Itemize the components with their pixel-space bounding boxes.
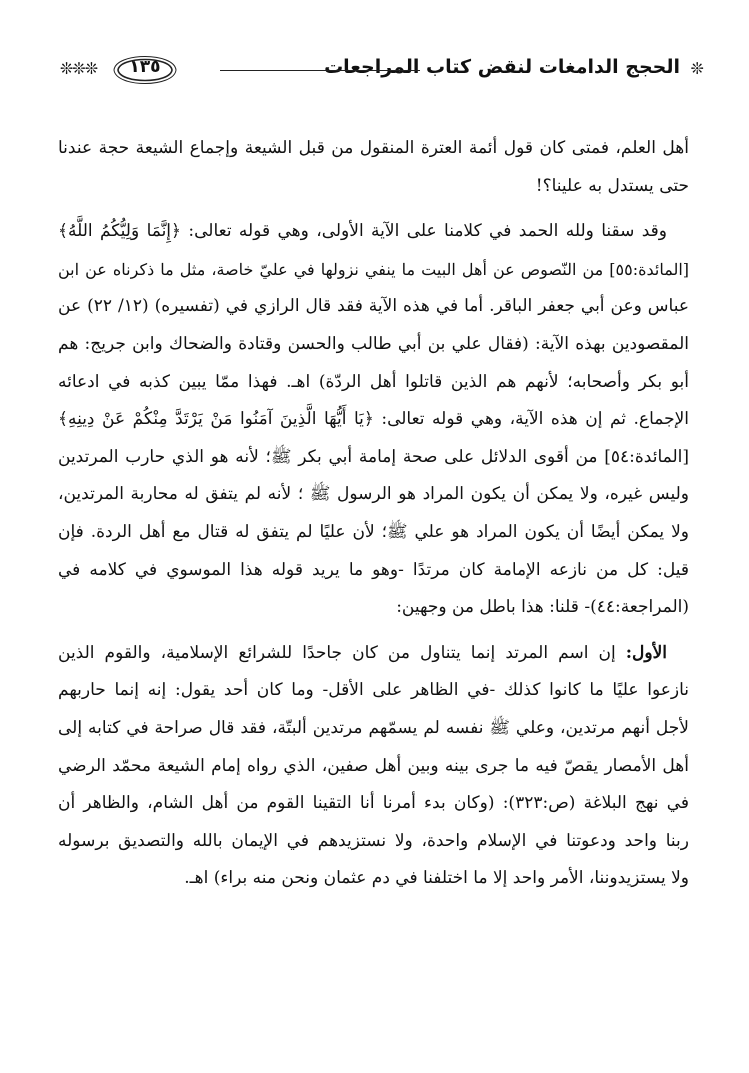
text-line: ولا يستزيدوننا، الأمر واحد إلا ما اختلفنا في دم عثمان ونحن منه براء) اهـ. xyxy=(184,868,689,889)
text-line: حتى يستدل به علينا؟! xyxy=(535,175,689,196)
running-header xyxy=(60,46,704,98)
text-line: عباس وعن أبي جعفر الباقر. أما في هذه الآية فقد قال الرازي في (تفسيره) (١٢/ ٢٢) عن xyxy=(58,296,689,317)
text-line: في نهج البلاغة (ص:٣٢٣): (وكان بدء أمرنا أنا التقينا القوم من أهل الشام، والظاهر أن xyxy=(58,793,689,814)
paragraph-2 xyxy=(58,213,689,627)
text-line: (المراجعة:٤٤)- قلنا: هذا باطل من وجهين: xyxy=(396,597,689,618)
page-number: ١٣٥ xyxy=(129,57,161,77)
header-rule xyxy=(220,70,420,71)
text-line: ولا يمكن أيضًا أن يكون المراد هو علي ﷺ؛ لأن عليًا لم يتفق له قتال مع أهل الردة. فإن xyxy=(58,521,689,542)
body-text xyxy=(58,130,689,906)
header-ornament-right: ❊ xyxy=(690,59,704,78)
text-line: لأجل أنهم مرتدين، وعلي ﷺ نفسه لم يسمّهم مرتدين ألبتّة، فقد قال صراحة في كتابه إلى xyxy=(58,717,689,738)
text-line xyxy=(58,635,689,673)
point-lead: الأول: xyxy=(625,642,668,663)
text-line: نازعوا عليًا ما كانوا كذلك -في الظاهر على الأقل- وما كان أحد يقول: إنه إنما حاربهم xyxy=(58,680,689,701)
text-line-content: إن اسم المرتد إنما يتناول من كان جاحدًا للشرائع الإسلامية، والقوم الذين xyxy=(58,642,616,663)
text-line: المقصودين بهذه الآية: (فقال علي بن أبي طالب والحسن وقتادة والضحاك وابن جريج: هم xyxy=(58,333,689,354)
text-line: [المائدة:٥٤] من أقوى الدلائل على صحة إمامة أبي بكر ﷺ؛ لأنه هو الذي حارب المرتدين xyxy=(58,446,689,467)
text-line: [المائدة:٥٥] من النّصوص عن أهل البيت ما ينفي نزولها في عليّ خاصة، مثل ما ذكرناه عن ابن xyxy=(58,259,689,279)
paragraph-1 xyxy=(58,130,689,205)
text-line: أبو بكر وأصحابه؛ لأنهم هم الذين قاتلوا أهل الردّة) اهـ. فهذا ممّا يبين كذبه في ادعائه xyxy=(58,371,689,392)
running-title: الحجج الدامغات لنقض كتاب المراجعات xyxy=(324,56,680,78)
paragraph-3 xyxy=(58,635,689,898)
text-line: الإجماع. ثم إن هذه الآية، وهي قوله تعالى: ﴿يَا أَيُّهَا الَّذِينَ آمَنُوا مَنْ يَرْتَدَّ مِنْكُمْ عَنْ دِينِهِ﴾ xyxy=(58,409,689,430)
header-ornament-left: ❊❊❊ xyxy=(60,59,98,78)
text-line: وقد سقنا ولله الحمد في كلامنا على الآية الأولى، وهي قوله تعالى: ﴿إِنَّمَا وَلِيُّكُمُ اللَّهُ﴾ xyxy=(58,221,667,242)
text-line: ربنا واحد ودعوتنا في الإسلام واحدة، ولا نستزيدهم في الإيمان بالله والتصديق برسوله xyxy=(58,830,689,851)
text-line: قيل: كل من نازعه الإمامة كان مرتدًا -وهو ما يريد قوله هذا الموسوي في كلامه في xyxy=(58,559,689,580)
text-line: أهل الأمصار يقصّ فيه ما جرى بينه وبين أهل صفين، الذي رواه إمام الشيعة محمّد الرضي xyxy=(58,755,689,776)
text-line: وليس غيره، ولا يمكن أن يكون المراد هو الرسول ﷺ ؛ لأنه لم يتفق له محاربة المرتدين، xyxy=(58,484,689,505)
text-line: أهل العلم، فمتى كان قول أئمة العترة المنقول من قبل الشيعة وإجماع الشيعة حجة عندنا xyxy=(58,138,689,158)
